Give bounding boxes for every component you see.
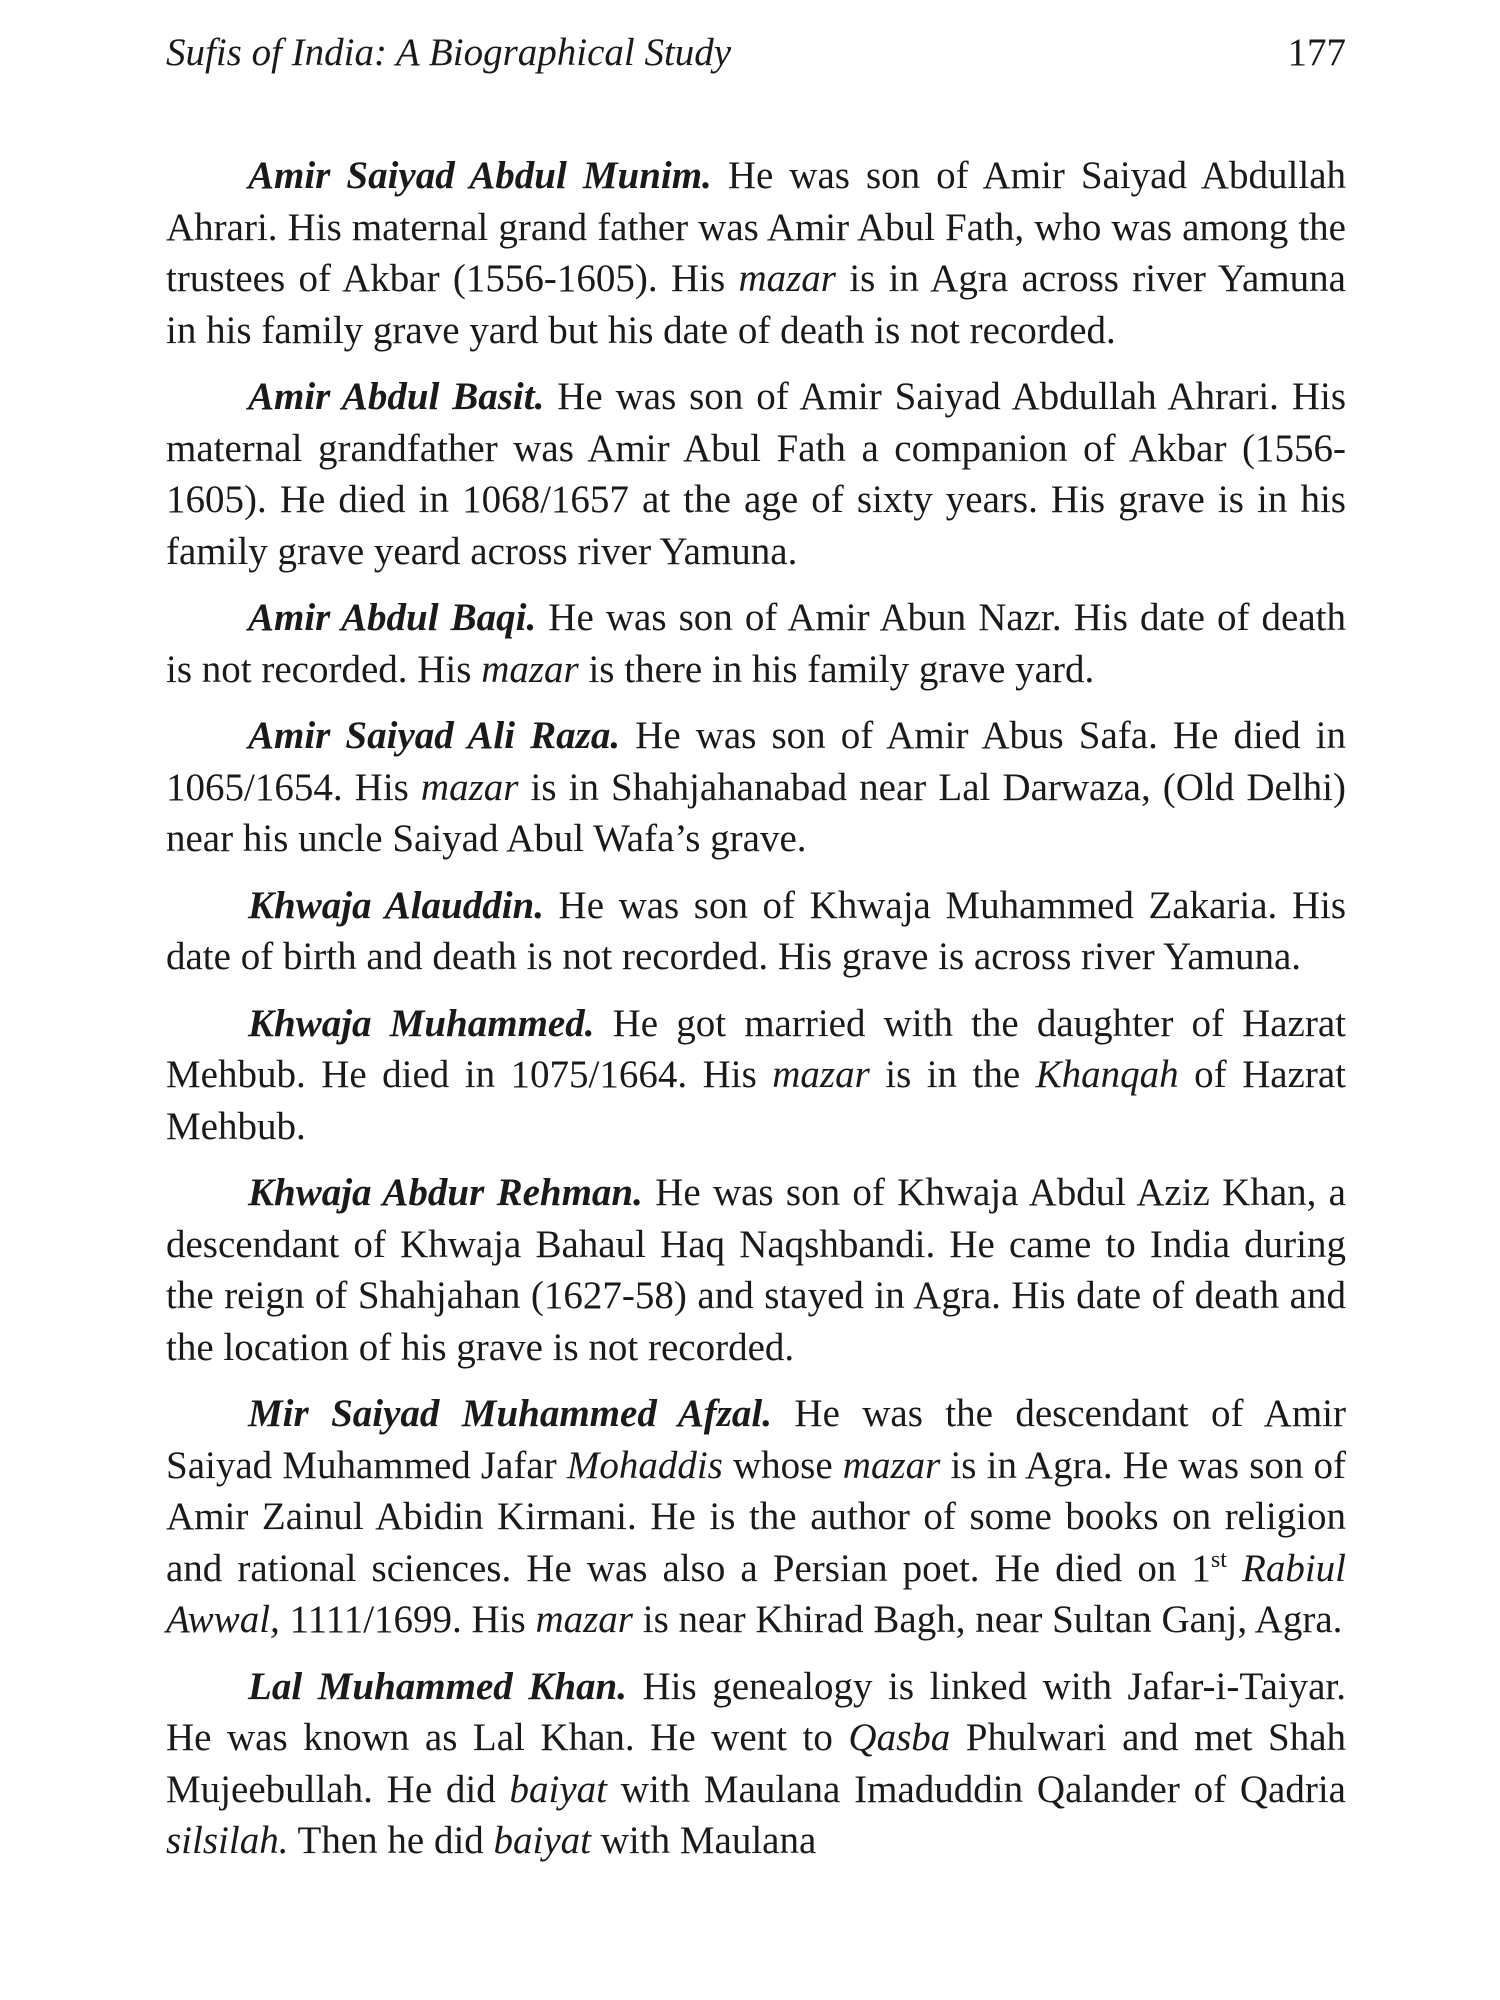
entry-name: Amir Saiyad Abdul Munim. — [248, 154, 712, 197]
entry-text: Then he did — [288, 1819, 494, 1862]
entry-khwaja-alauddin — [166, 880, 1346, 983]
entry-text: is in Agra across river Yamuna in his family grave yard but his date of death is not recorded. — [166, 257, 1346, 352]
entry-name: Khwaja Abdur Rehman. — [248, 1171, 643, 1214]
entry-name: Amir Abdul Basit. — [248, 375, 545, 418]
entry-text: is near Khirad Bagh, near Sultan Ganj, Agra. — [633, 1598, 1343, 1641]
entry-text: is in Shahjahanabad near Lal Darwaza, (Old Delhi) near his uncle Saiyad Abul Wafa’s grave. — [166, 765, 1346, 860]
entry-name: Mir Saiyad Muhammed Afzal. — [248, 1392, 773, 1435]
entry-text: Phulwari and met Shah Mujeebullah. He did — [166, 1716, 1346, 1811]
entry-text — [1227, 1547, 1242, 1590]
entries-body — [166, 150, 1346, 1867]
entry-term: baiyat — [493, 1819, 592, 1862]
entry-text: He was son of Khwaja Muhammed Zakaria. His date of birth and death is not recorded. His grave is across river Yamuna. — [166, 883, 1347, 978]
entry-lal-muhammed-khan — [166, 1661, 1346, 1867]
entry-text: He was son of Khwaja Abdul Aziz Khan, a descendant of Khwaja Bahaul Haq Naqshbandi. He came to India during the reign of Shahjahan (1627-58) and stayed in Agra. His date of death and the location of his grave is not recorded. — [166, 1171, 1346, 1369]
entry-text: with Maulana Imaduddin Qalander of Qadria — [607, 1767, 1346, 1811]
entry-text: with Maulana — [591, 1819, 817, 1862]
entry-text: is there in his family grave yard. — [578, 647, 1095, 691]
entry-name: Khwaja Muhammed. — [248, 1001, 595, 1045]
entry-text: 1111/1699. His — [279, 1598, 536, 1641]
entry-text: He was the descendant of Amir Saiyad Muhammed Jafar — [166, 1392, 1346, 1487]
entry-term: mazar — [535, 1598, 633, 1641]
entry-name: Lal Muhammed Khan. — [248, 1664, 627, 1708]
entry-term: mazar — [738, 257, 836, 300]
entry-name: Khwaja Alauddin. — [248, 883, 544, 927]
entry-text: is in the — [869, 1053, 1036, 1096]
entry-term: Khanqah — [1035, 1053, 1179, 1096]
book-title: Sufis of India: A Biographical Study — [166, 31, 732, 74]
entry-text: He was son of Amir Abus Safa. He died in 1065/1654. His — [166, 714, 1347, 809]
entry-text: whose — [722, 1443, 843, 1487]
entry-text: He was son of Amir Saiyad Abdullah Ahrari. His maternal grandfather was Amir Abul Fath a companion of Akbar (1556-1605). He died in 1068/1657 at the age of sixty years. His grave is in his family grave yeard across river Yamuna. — [166, 375, 1346, 573]
entry-text: of Hazrat Mehbub. — [166, 1053, 1346, 1148]
entry-name: Amir Saiyad Ali Raza. — [248, 714, 621, 757]
entry-term: mazar — [481, 647, 579, 691]
entry-text: His genealogy is linked with Jafar-i-Taiyar. He was known as Lal Khan. He went to — [166, 1664, 1346, 1759]
entry-term: Qasba — [848, 1716, 951, 1759]
entry-amir-abdul-basit — [166, 371, 1346, 577]
entry-term: mazar — [842, 1443, 941, 1487]
entry-text: He was son of Amir Abun Nazr. His date of death is not recorded. His — [166, 596, 1346, 691]
entry-khwaja-abdur-rehman — [166, 1167, 1346, 1373]
page-number: 177 — [1287, 31, 1346, 74]
entry-name: Amir Abdul Baqi. — [248, 596, 537, 639]
running-head — [166, 30, 1346, 86]
entry-term: mazar — [772, 1053, 870, 1096]
entry-amir-saiyad-abdul-munim — [166, 150, 1346, 356]
ordinal-suffix: st — [1210, 1546, 1227, 1573]
entry-term: Rabiul Awwal, — [166, 1546, 1346, 1641]
entry-term: baiyat — [509, 1767, 608, 1811]
entry-amir-saiyad-ali-raza — [166, 710, 1346, 865]
entry-amir-abdul-baqi — [166, 592, 1346, 695]
entry-mir-saiyad-muhammed-afzal — [166, 1388, 1346, 1646]
entry-khwaja-muhammed — [166, 998, 1346, 1153]
entry-text: is in Agra. He was son of Amir Zainul Abidin Kirmani. He is the author of some books on religion and rational sciences. He was also a Persian poet. He died on 1 — [166, 1443, 1347, 1590]
entry-term: silsilah. — [166, 1819, 289, 1862]
entry-text: He got married with the daughter of Hazrat Mehbub. He died in 1075/1664. His — [166, 1001, 1346, 1096]
book-page — [166, 30, 1346, 1882]
entry-term: Mohaddis — [566, 1443, 723, 1487]
entry-text: He was son of Amir Saiyad Abdullah Ahrari. His maternal grand father was Amir Abul Fath, who was among the trustees of Akbar (1556-1605). His — [166, 154, 1347, 300]
entry-term: mazar — [420, 765, 519, 809]
